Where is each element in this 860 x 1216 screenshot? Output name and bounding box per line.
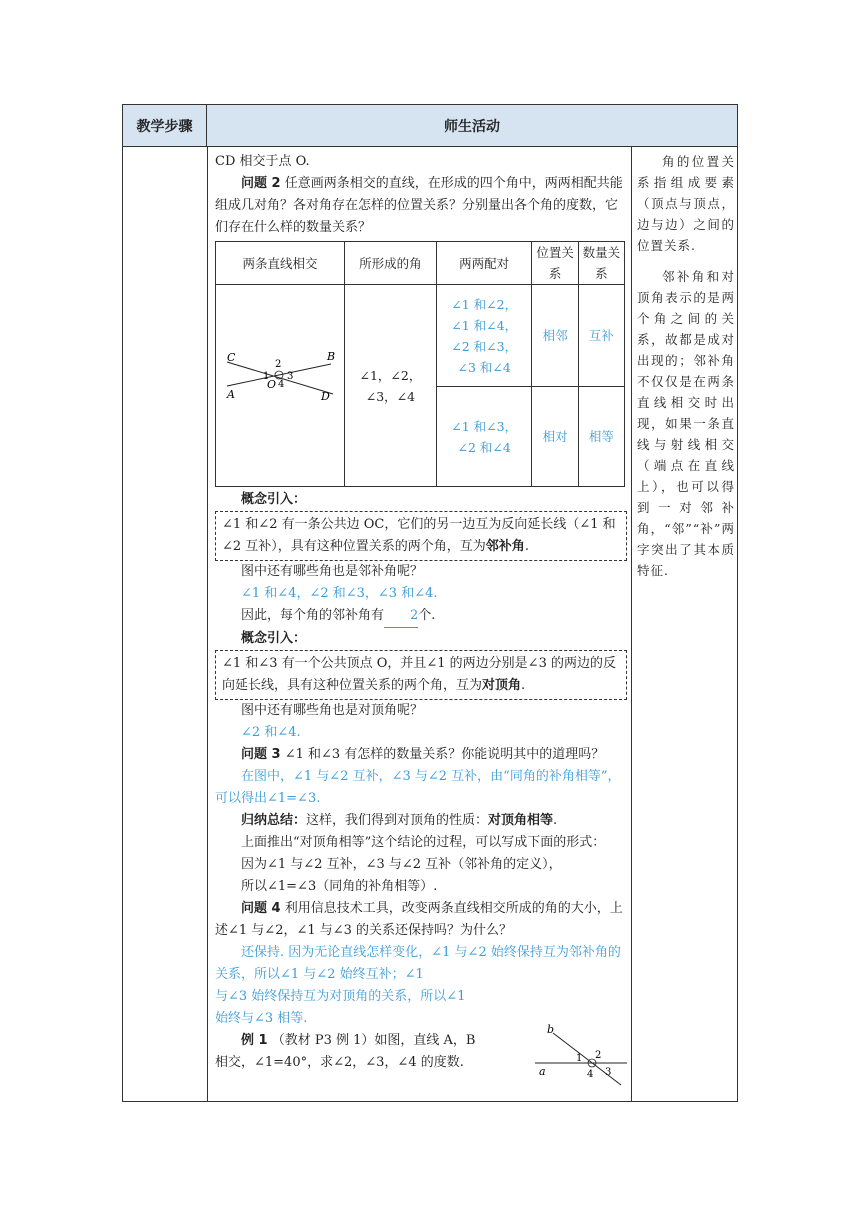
label-angle-2: 2 [274, 358, 282, 370]
position-vertical: 相对 [532, 387, 578, 487]
th-quantity: 数量关系 [578, 242, 624, 285]
pairs-adjacent [436, 285, 532, 387]
q2-text: 任意画两条相交的直线，在形成的四个角中，两两相配共能组成几对角？各对角存在怎样的位置关系？分别量出各个角的度数，它们存在什么样的数量关系？ [215, 176, 623, 235]
summary [215, 810, 627, 832]
q3-text: ∠1 和∠3 有怎样的数量关系？你能说明其中的道理吗？ [284, 747, 605, 762]
activity-content [215, 151, 627, 1074]
concept-2-term: 对顶角 [482, 678, 522, 693]
lesson-table [122, 104, 738, 1102]
q4-label: 问题 4 [241, 901, 281, 916]
header-activity: 师生活动 [207, 105, 737, 147]
notes-column [637, 151, 735, 581]
vertical-answer: ∠2 和∠4. [241, 725, 301, 740]
figure-cell [216, 285, 345, 487]
th-angles: 所形成的角 [344, 242, 436, 285]
q4-text: 利用信息技术工具，改变两条直线相交所成的角的大小，上述∠1 与∠2，∠1 与∠3 的关系还保持吗？为什么？ [215, 901, 623, 938]
example-1-line2: 相交，∠1=40°，求∠2，∠3，∠4 的度数. [215, 1055, 464, 1070]
summary-text: 这样，我们得到对顶角的性质： [306, 813, 489, 828]
adjacent-count-answer: 2 [384, 605, 418, 628]
concept-1-end: . [524, 539, 529, 554]
angles-cell [344, 285, 436, 487]
summary-label: 归纳总结： [241, 813, 307, 828]
angle-relation-table [215, 241, 625, 487]
label-a: A [226, 387, 235, 401]
label-angle-4: 4 [277, 378, 285, 390]
label-o: O [266, 377, 276, 391]
concept-1-text: ∠1 和∠2 有一条公共边 OC，它们的另一边互为反向延长线（∠1 和∠2 互补），具有这种位置关系的两个角，互为 [222, 517, 616, 554]
th-lines: 两条直线相交 [216, 242, 345, 285]
question-2 [215, 173, 627, 239]
column-divider [207, 147, 208, 1101]
pair-item: ∠1 和∠4， [451, 317, 518, 333]
pair-item: ∠1 和∠3， [451, 418, 518, 434]
q3-label: 问题 3 [241, 747, 281, 762]
summary-end: . [553, 813, 558, 828]
label-c: C [226, 350, 236, 364]
label-b: b [547, 1023, 555, 1036]
derive-line-2: 所以∠1=∠3（同角的补角相等）. [241, 879, 438, 894]
q3-answer: 在图中，∠1 与∠2 互补，∠3 与∠2 互补，由“同角的补角相等”，可以得出∠1=∠3. [215, 769, 621, 806]
example-1-text1: （教材 P3 例 1）如图，直线 A，B [271, 1033, 476, 1048]
note-1: 角的位置关系指组成要素（顶点与顶点，边与边）之间的位置关系. [637, 154, 735, 253]
question-3 [215, 744, 627, 766]
derive-intro: 上面推出“对顶角相等”这个结论的过程，可以写成下面的形式： [241, 835, 606, 850]
vertical-question: 图中还有哪些角也是对顶角呢？ [241, 703, 424, 718]
example-figure [533, 1023, 629, 1087]
question-4 [215, 898, 627, 942]
concept-2-title: 概念引入： [241, 631, 307, 646]
label-angle-4: 4 [587, 1069, 594, 1080]
label-angle-3: 3 [286, 370, 294, 382]
pair-item: ∠2 和∠3， [451, 338, 518, 354]
label-d: D [320, 389, 330, 403]
label-angle-3: 3 [605, 1067, 612, 1078]
label-angle-1: 1 [576, 1053, 583, 1064]
column-divider [631, 147, 632, 1101]
pair-item: ∠2 和∠4 [457, 439, 511, 455]
angles-list: ∠1，∠2，∠3，∠4 [359, 367, 422, 404]
label-angle-2: 2 [595, 1050, 602, 1061]
adjacent-count [215, 605, 627, 628]
intro-line: CD 相交于点 O. [215, 154, 310, 169]
concept-1-box [215, 511, 627, 561]
label-b: B [326, 349, 336, 363]
derive-line-1: 因为∠1 与∠2 互补，∠3 与∠2 互补（邻补角的定义）， [241, 857, 562, 872]
header-step: 教学步骤 [123, 105, 207, 147]
th-pairs: 两两配对 [436, 242, 532, 285]
adjacent-question: 图中还有哪些角也是邻补角呢？ [241, 564, 424, 579]
adjacent-count-after: 个. [418, 608, 436, 623]
th-position: 位置关系 [532, 242, 578, 285]
summary-term: 对顶角相等 [488, 813, 554, 828]
position-adjacent: 相邻 [532, 285, 578, 387]
q4-answer-1: 还保持. 因为无论直线怎样变化，∠1 与∠2 始终保持互为邻补角的关系，所以∠1 与∠2 始终互补；∠1 [215, 945, 621, 982]
concept-1-title: 概念引入： [241, 492, 307, 507]
q4-answer-3: 始终与∠3 相等. [215, 1011, 308, 1026]
label-angle-1: 1 [262, 370, 270, 382]
pairs-vertical [436, 387, 532, 487]
adjacent-count-before: 因此，每个角的邻补角有 [241, 608, 385, 623]
label-a: a [539, 1065, 546, 1078]
intersecting-lines-figure [217, 338, 343, 428]
pair-item: ∠3 和∠4 [457, 359, 511, 375]
example-1 [215, 1030, 525, 1052]
concept-2-text: ∠1 和∠3 有一个公共顶点 O，并且∠1 的两边分别是∠3 的两边的反向延长线，具有这种位置关系的两个角，互为 [222, 656, 616, 693]
q4-answer-2: 与∠3 始终保持互为对顶角的关系，所以∠1 [215, 989, 466, 1004]
adjacent-answer: ∠1 和∠4，∠2 和∠3，∠3 和∠4. [241, 586, 438, 601]
pair-item: ∠1 和∠2， [451, 296, 518, 312]
quantity-adjacent: 互补 [578, 285, 624, 387]
quantity-vertical: 相等 [578, 387, 624, 487]
concept-1-term: 邻补角 [485, 539, 525, 554]
q2-label: 问题 2 [241, 176, 281, 191]
example-1-label: 例 1 [241, 1033, 268, 1048]
note-2: 邻补角和对顶角表示的是两个角之间的关系，故都是成对出现的；邻补角不仅仅是在两条直线相交时出现，如果一条直线与射线相交（端点在直线上），也可以得到一对邻补角，“邻”“补”两字突出了其本质特征. [637, 269, 735, 578]
concept-2-end: . [521, 678, 526, 693]
concept-2-box [215, 650, 627, 700]
